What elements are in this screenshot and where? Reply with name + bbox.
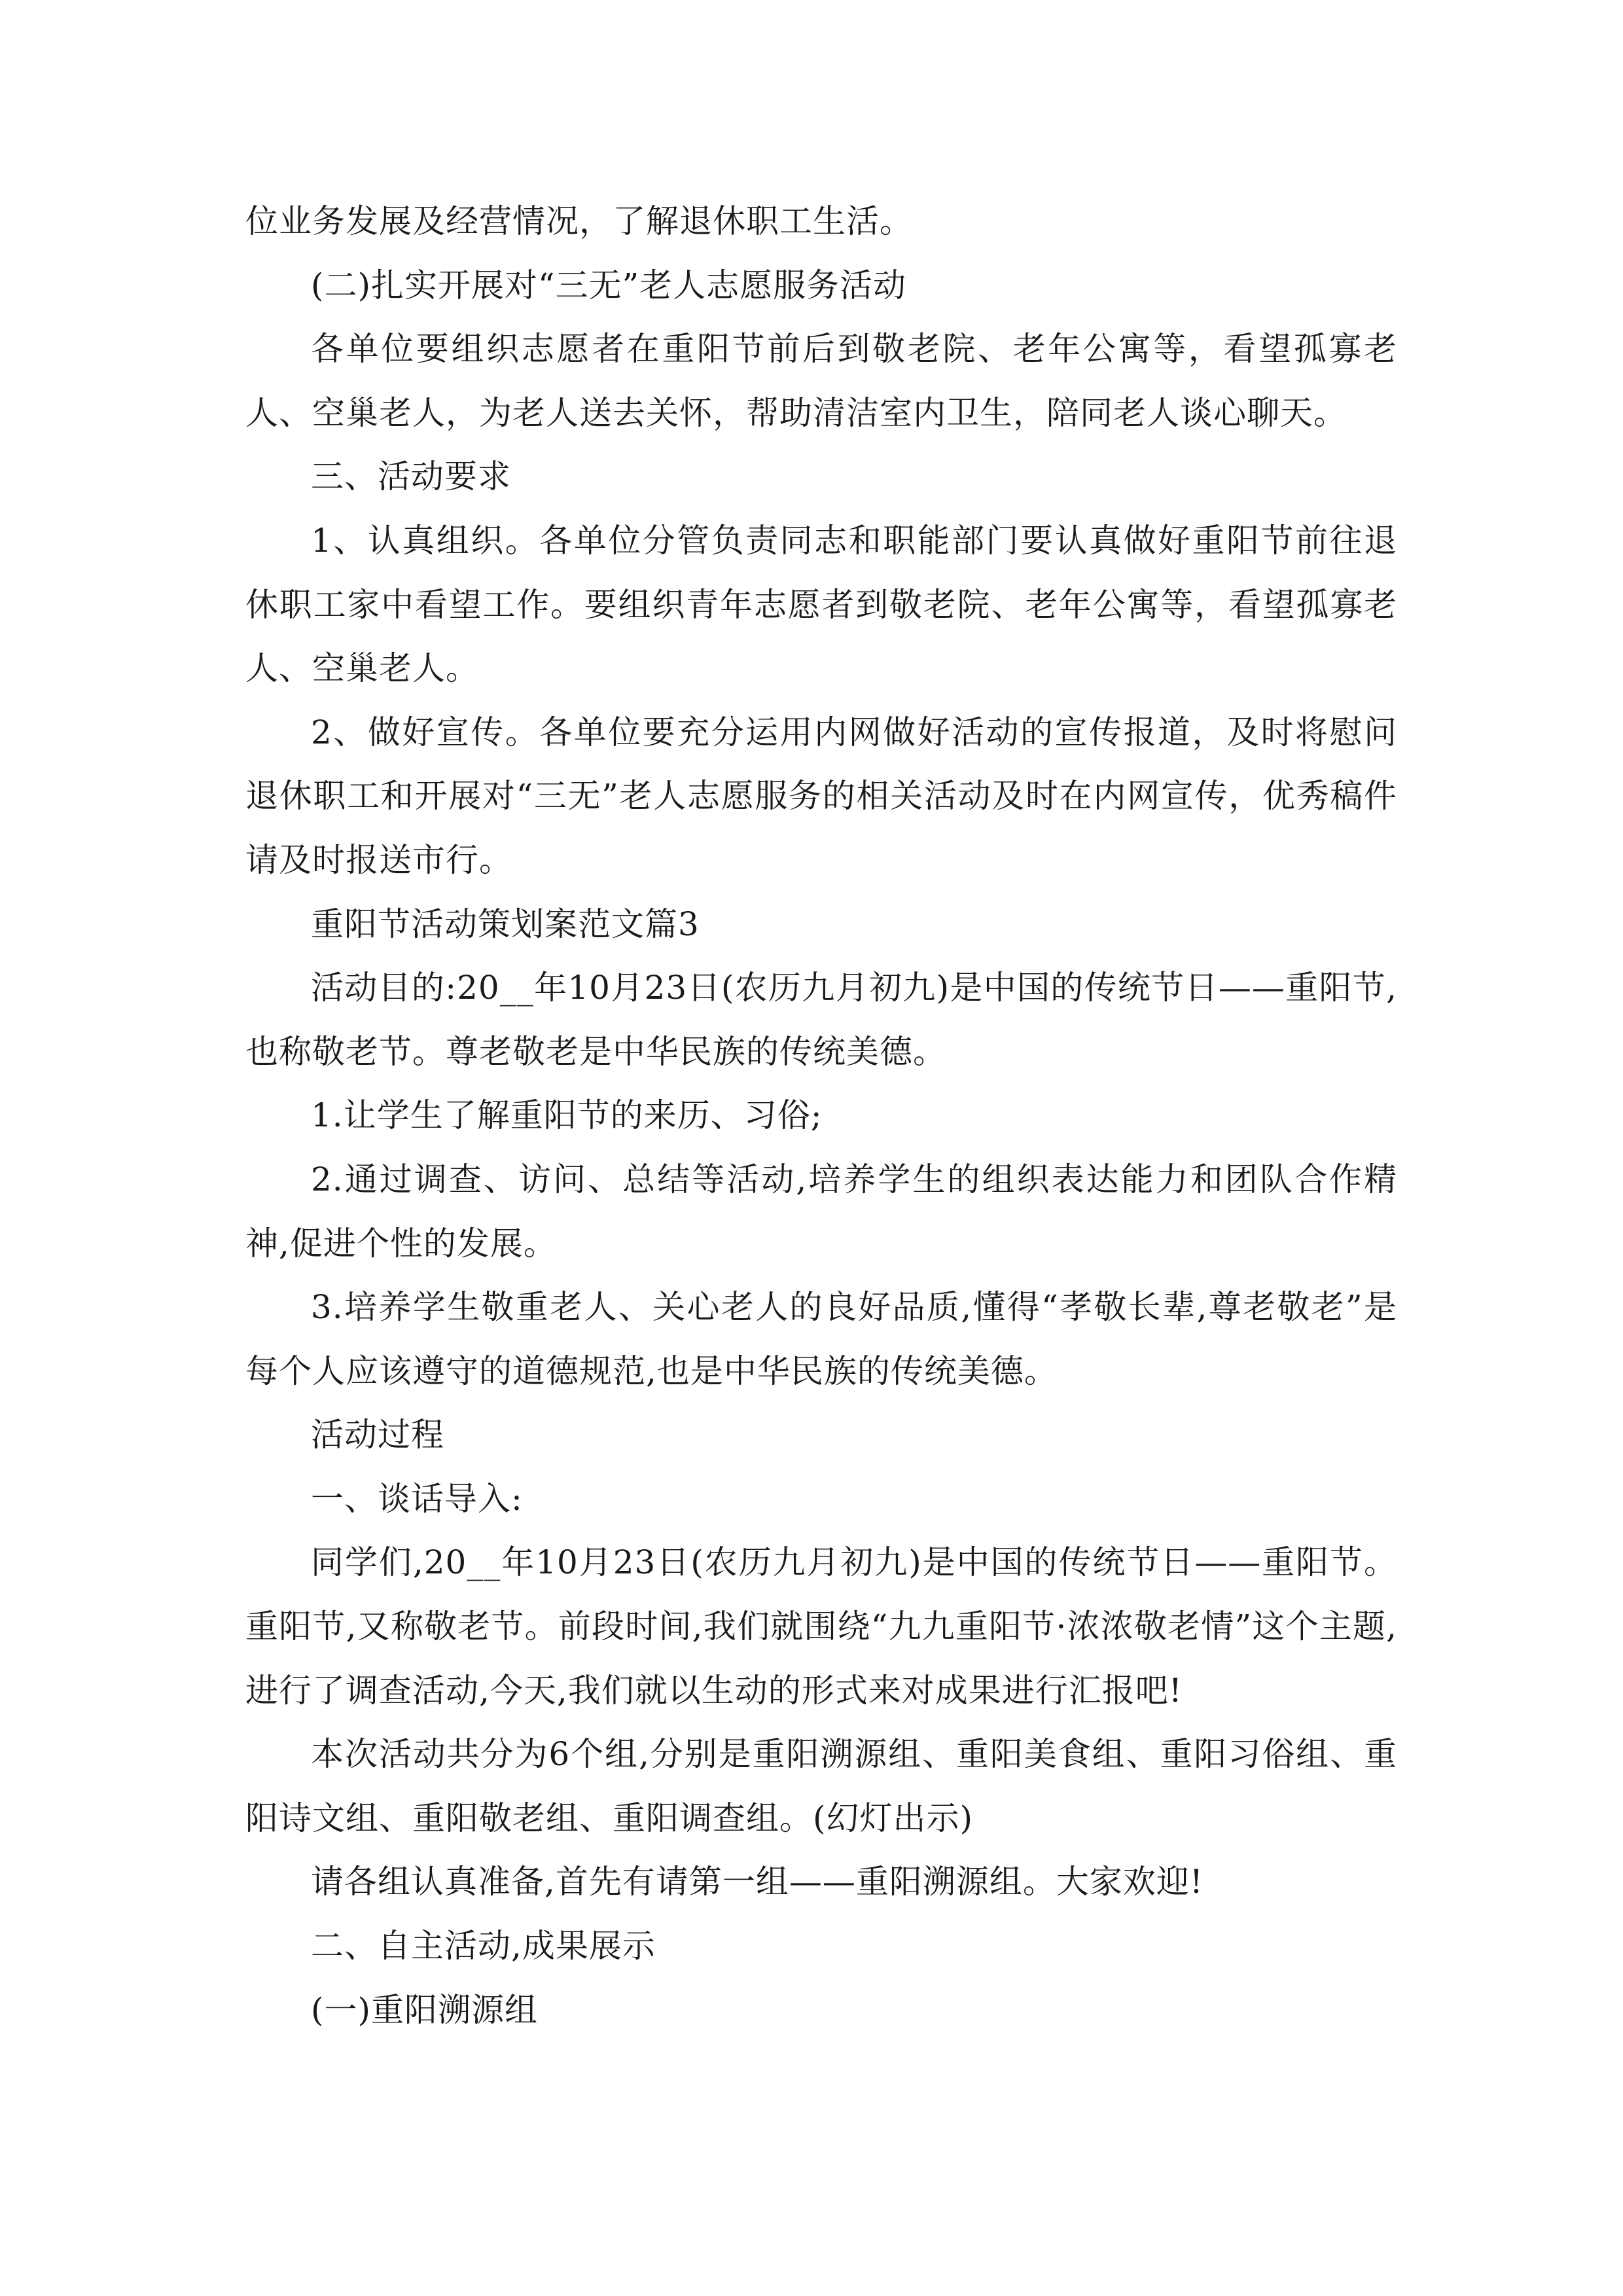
document-body	[245, 190, 1397, 2042]
paragraph-introduction-speech: 同学们,20__年10月23日(农历九月初九)是中国的传统节日——重阳节。重阳节,又称敬老节。前段时间,我们就围绕“九九重阳节·浓浓敬老情”这个主题,进行了调查活动,今天,我们就以生动的形式来对成果进行汇报吧!	[245, 1543, 1397, 1710]
list-item-purpose-1: 1.让学生了解重阳节的来历、习俗;	[311, 1096, 823, 1135]
section-heading-activity-requirements: 三、活动要求	[311, 457, 511, 496]
paragraph-requirement-publicity: 2、做好宣传。各单位要充分运用内网做好活动的宣传报道，及时将慰问退休职工和开展对“三无”老人志愿服务的相关活动及时在内网宣传，优秀稿件请及时报送市行。	[245, 713, 1397, 879]
list-item-purpose-3: 3.培养学生敬重老人、关心老人的良好品质,懂得“孝敬长辈,尊老敬老”是每个人应该遵守的道德规范,也是中华民族的传统美德。	[245, 1288, 1397, 1390]
paragraph-volunteer-visits: 各单位要组织志愿者在重阳节前后到敬老院、老年公寓等，看望孤寡老人、空巢老人，为老人送去关怀，帮助清洁室内卫生，陪同老人谈心聊天。	[245, 330, 1397, 432]
list-item-purpose-2: 2.通过调查、访问、总结等活动,培养学生的组织表达能力和团队合作精神,促进个性的发展。	[245, 1160, 1397, 1263]
paragraph-groups-overview: 本次活动共分为6个组,分别是重阳溯源组、重阳美食组、重阳习俗组、重阳诗文组、重阳敬老组、重阳调查组。(幻灯出示)	[245, 1735, 1397, 1837]
paragraph-requirement-organize: 1、认真组织。各单位分管负责同志和职能部门要认真做好重阳节前往退休职工家中看望工作。要组织青年志愿者到敬老院、老年公寓等，看望孤寡老人、空巢老人。	[245, 521, 1397, 688]
section-heading-activity-process: 活动过程	[311, 1416, 444, 1454]
section-heading-results-display: 二、自主活动,成果展示	[311, 1927, 656, 1965]
paragraph-continuation: 位业务发展及经营情况，了解退休职工生活。	[245, 202, 913, 240]
article-title-3: 重阳节活动策划案范文篇3	[311, 905, 700, 943]
section-heading-volunteer-service: (二)扎实开展对“三无”老人志愿服务活动	[311, 266, 907, 304]
subsection-heading-origin-group: (一)重阳溯源组	[311, 1990, 539, 2029]
paragraph-activity-purpose: 活动目的:20__年10月23日(农历九月初九)是中国的传统节日——重阳节,也称敬老节。尊老敬老是中华民族的传统美德。	[245, 969, 1397, 1071]
paragraph-invite-first-group: 请各组认真准备,首先有请第一组——重阳溯源组。大家欢迎!	[311, 1863, 1204, 1901]
section-heading-introduction: 一、谈话导入:	[311, 1479, 523, 1518]
